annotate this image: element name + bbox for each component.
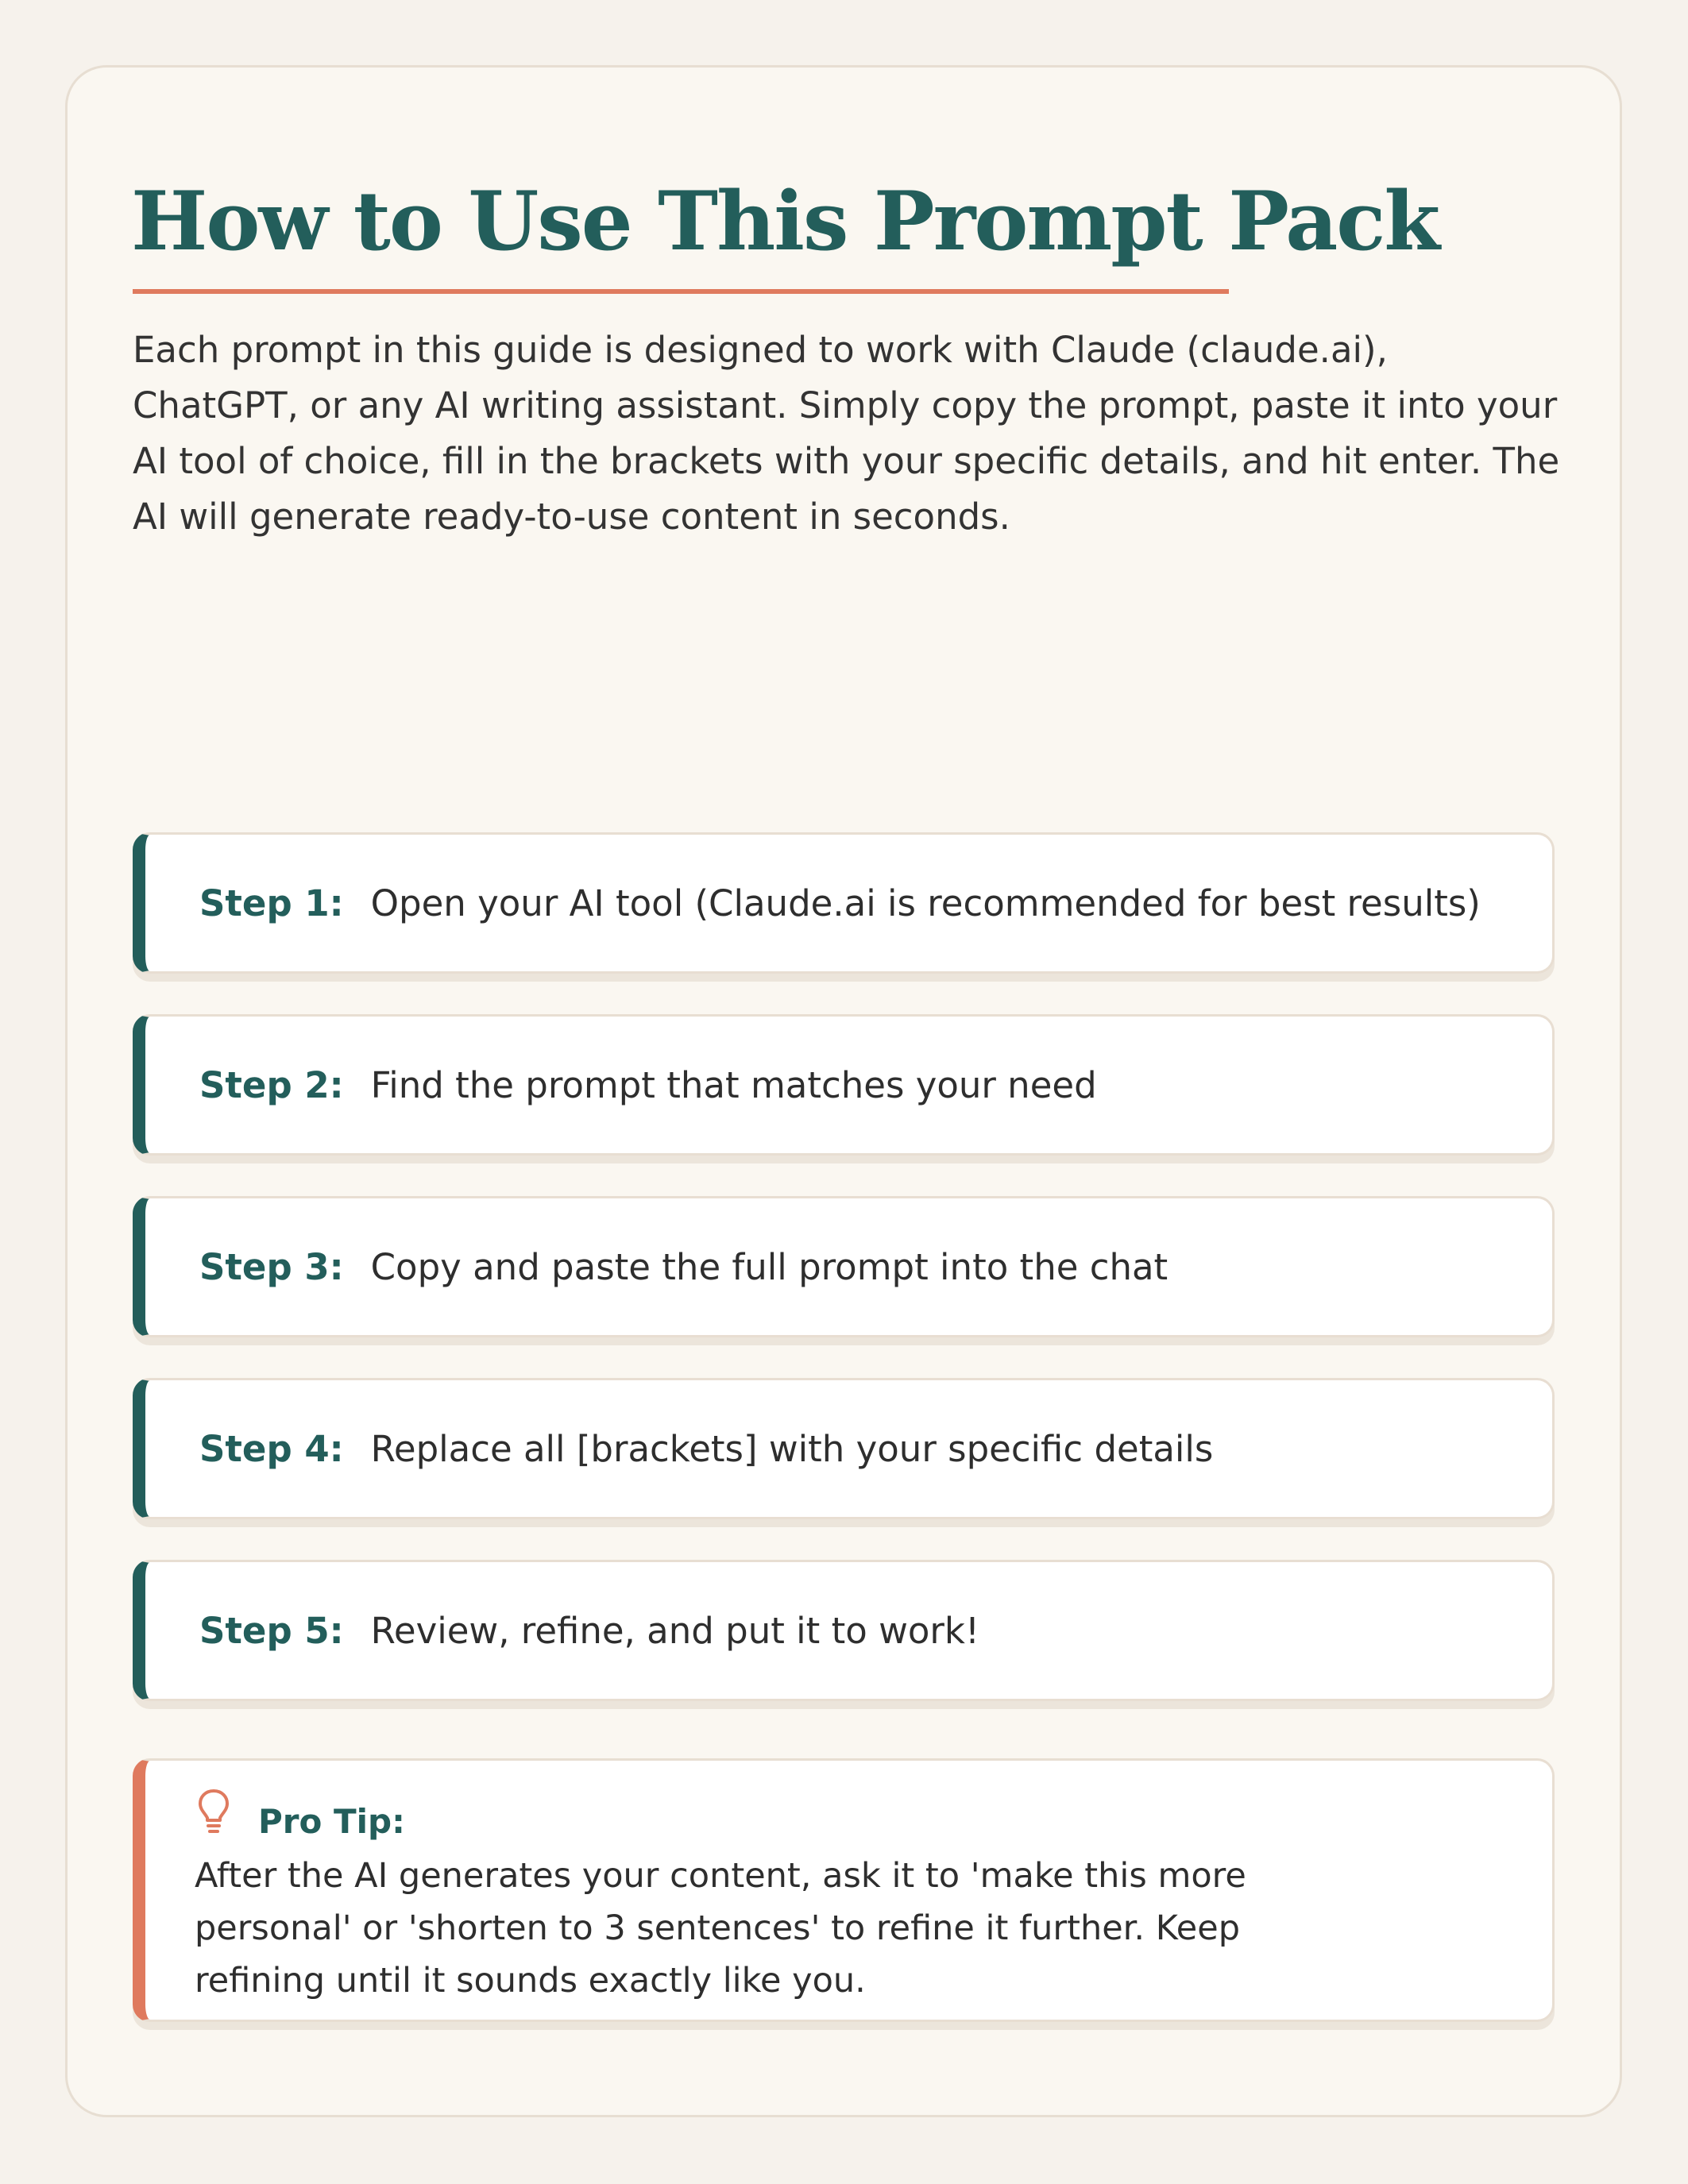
step-card-1: [133, 832, 1555, 974]
step-text: Replace all [brackets] with your specific details: [370, 1427, 1214, 1470]
step-text: Review, refine, and put it to work!: [370, 1609, 980, 1652]
page-title: How to Use This Prompt Pack: [131, 174, 1439, 269]
step-card-5: [133, 1560, 1555, 1701]
pro-tip-text: After the AI generates your content, ask it to 'make this more personal' or 'shorten to 3 sentences' to refine it further. Keep refining until it sounds exactly like you.: [195, 1856, 1246, 2001]
step-text: Copy and paste the full prompt into the chat: [370, 1245, 1168, 1288]
step-text: Find the prompt that matches your need: [370, 1063, 1097, 1106]
step-number: Step 2:: [199, 1063, 344, 1106]
step-number: Step 3:: [199, 1245, 344, 1288]
intro-paragraph: Each prompt in this guide is designed to work with Claude (claude.ai), ChatGPT, or any AI writing assistant. Simply copy the prompt, paste it into your AI tool of choice, fill in the brackets with your specific details, and hit enter. The AI will generate ready-to-use content in seconds.: [133, 329, 1560, 538]
step-text: Open your AI tool (Claude.ai is recommended for best results): [370, 882, 1481, 924]
step-number: Step 4:: [199, 1427, 344, 1470]
pro-tip-label: Pro Tip:: [258, 1802, 405, 1841]
lightbulb-icon: [196, 1788, 231, 1835]
step-card-4: [133, 1378, 1555, 1519]
step-number: Step 1:: [199, 882, 344, 924]
pro-tip-card: [133, 1758, 1555, 2022]
step-card-3: [133, 1196, 1555, 1337]
step-card-2: [133, 1014, 1555, 1156]
title-underline: [133, 289, 1229, 294]
step-number: Step 5:: [199, 1609, 344, 1652]
